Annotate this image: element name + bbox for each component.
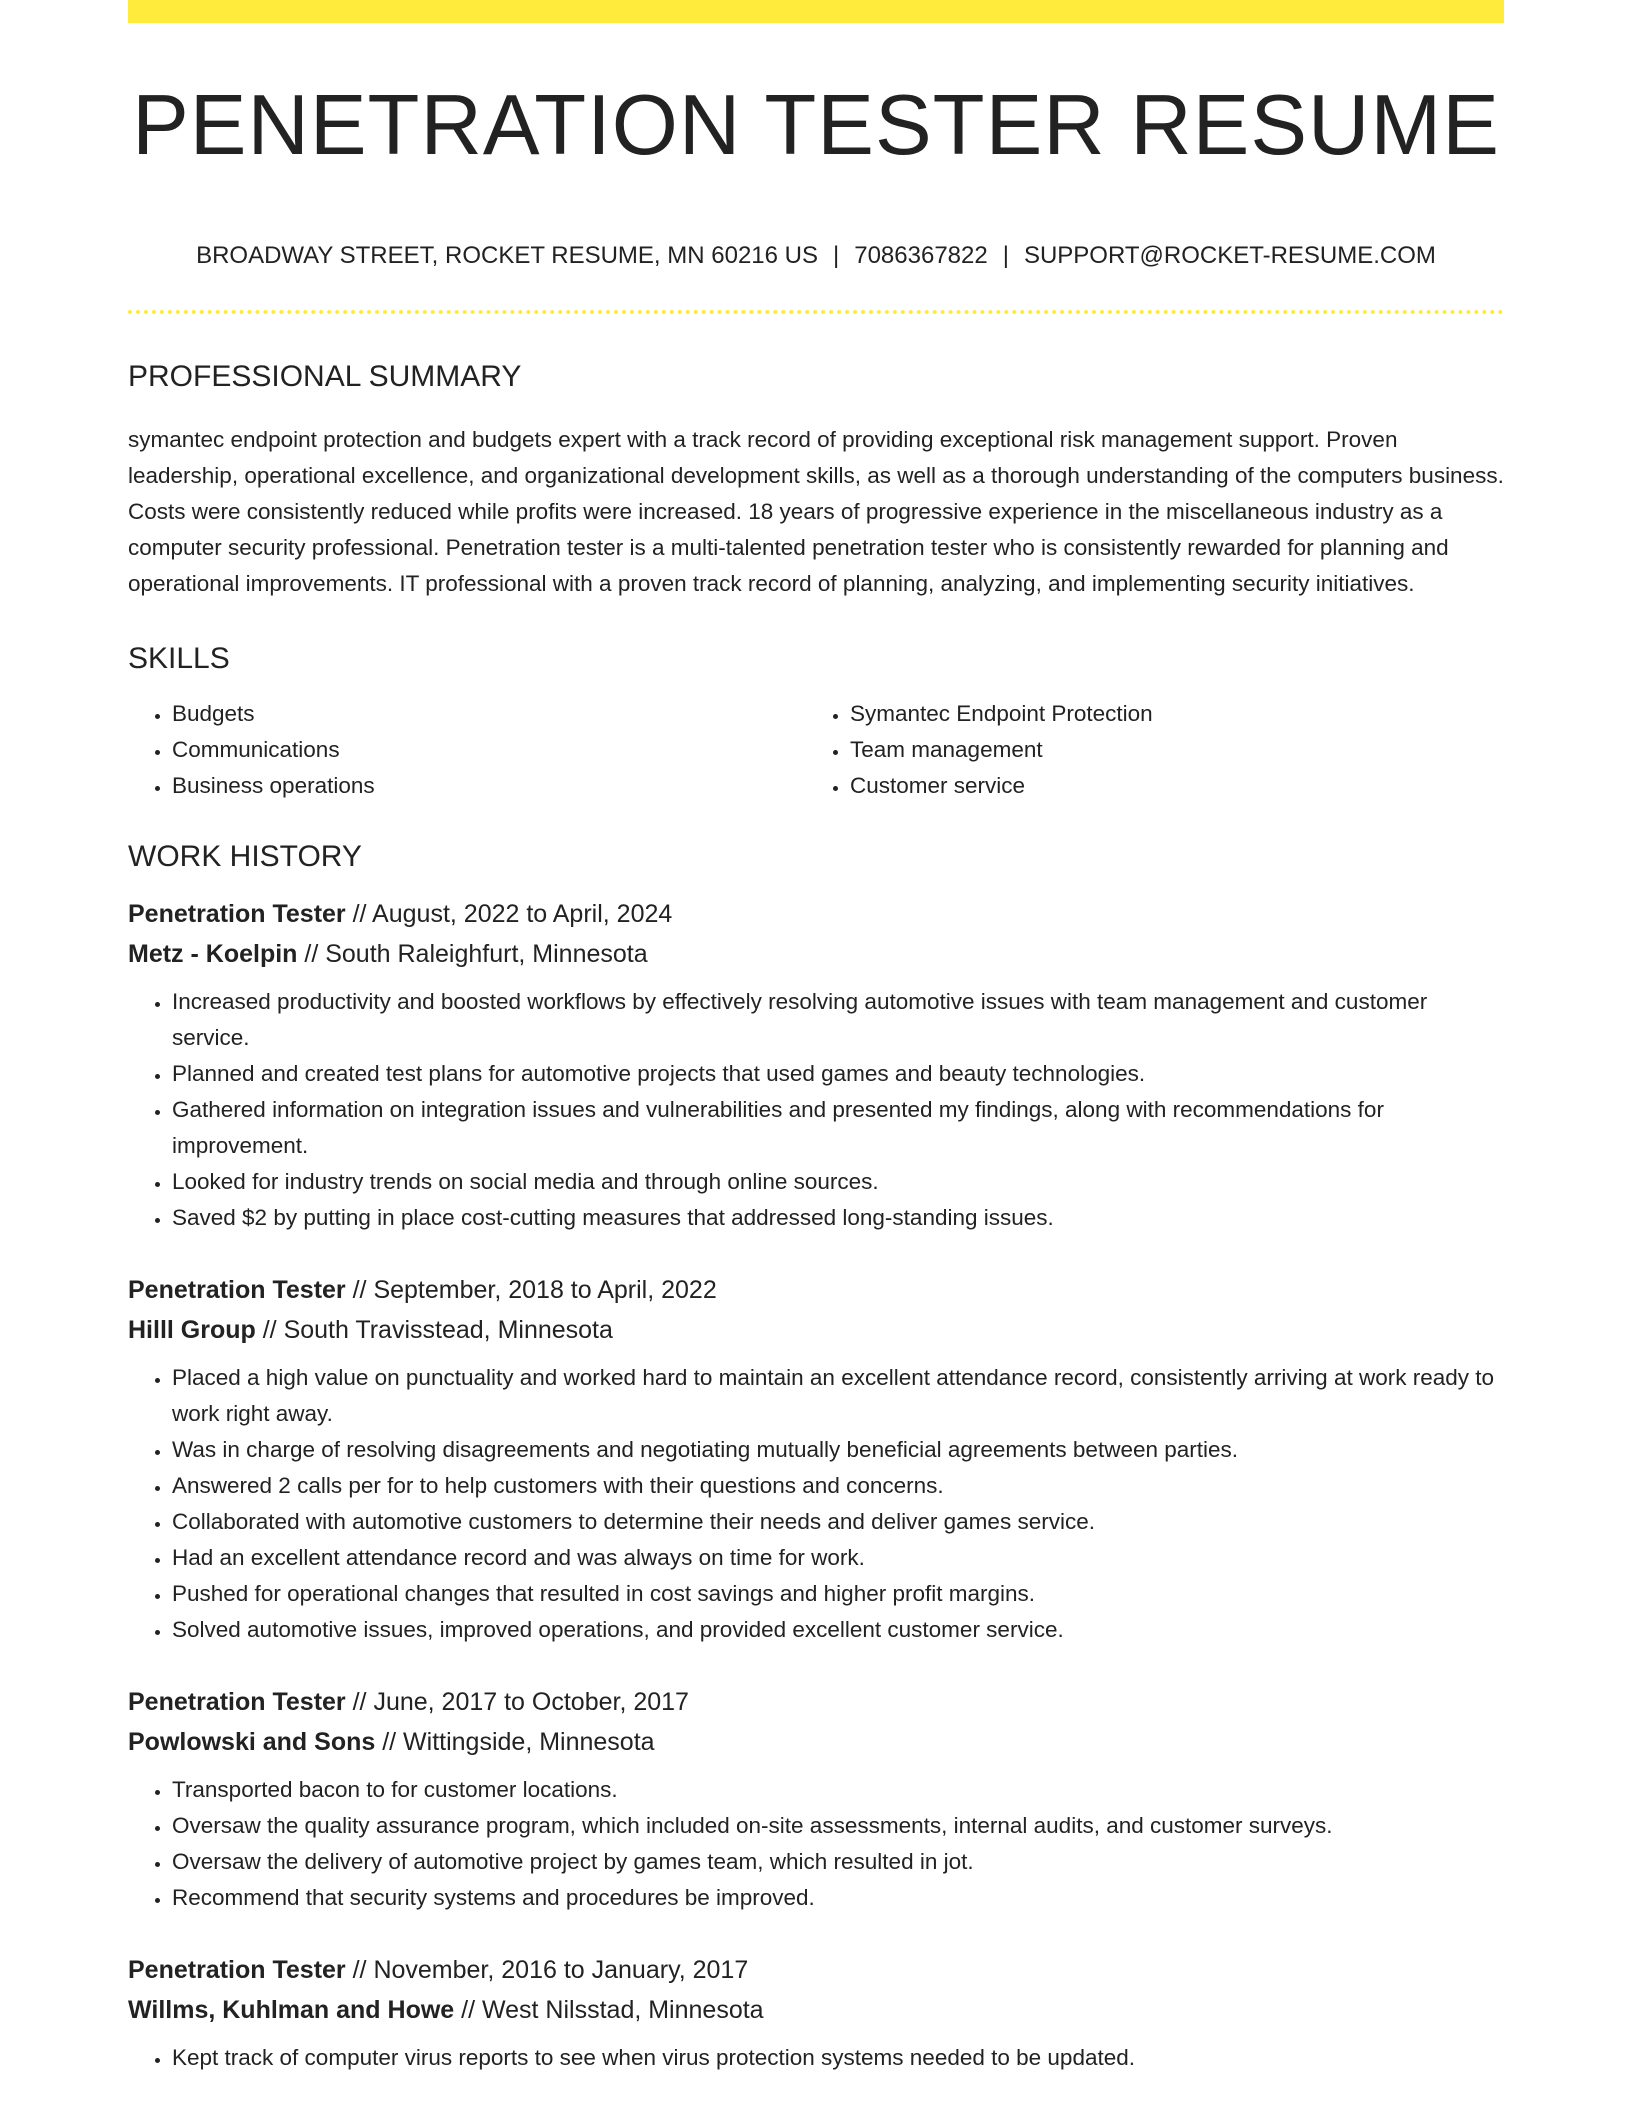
contact-separator: | <box>1002 242 1009 269</box>
job-entry <box>128 894 1504 1236</box>
job-dates: // June, 2017 to October, 2017 <box>345 1688 689 1716</box>
skill-item: • Budgets <box>172 696 806 732</box>
job-entry <box>128 1682 1504 1916</box>
job-entry <box>128 1270 1504 1648</box>
job-bullet: • Oversaw the delivery of automotive project by games team, which resulted in jot. <box>172 1844 1504 1880</box>
job-bullet: • Answered 2 calls per for to help customers with their questions and concerns. <box>172 1468 1504 1504</box>
job-bullet: • Planned and created test plans for automotive projects that used games and beauty technologies. <box>172 1056 1504 1092</box>
job-bullet: • Gathered information on integration issues and vulnerabilities and presented my findings, along with recommendations for improvement. <box>172 1092 1504 1164</box>
job-location: // Wittingside, Minnesota <box>375 1728 655 1756</box>
job-bullet: • Saved $2 by putting in place cost-cutting measures that addressed long-standing issues. <box>172 1200 1504 1236</box>
job-bullet: • Oversaw the quality assurance program, which included on-site assessments, internal audits, and customer surveys. <box>172 1808 1504 1844</box>
job-company: Powlowski and Sons <box>128 1728 376 1756</box>
email: SUPPORT@ROCKET-RESUME.COM <box>1023 242 1436 269</box>
job-bullet: • Transported bacon to for customer locations. <box>172 1772 1504 1808</box>
dotted-divider <box>128 310 1504 314</box>
job-title: Penetration Tester <box>128 900 346 928</box>
job-company: Hilll Group <box>128 1316 256 1344</box>
job-company-line <box>128 1990 1504 2030</box>
skills-column-right <box>806 696 1484 804</box>
job-title-line <box>128 1682 1504 1722</box>
contact-line <box>128 244 1504 268</box>
address: BROADWAY STREET, ROCKET RESUME, MN 60216 US <box>196 242 818 269</box>
accent-bar <box>128 0 1504 23</box>
job-location: // South Raleighfurt, Minnesota <box>297 940 648 968</box>
job-bullet: • Looked for industry trends on social media and through online sources. <box>172 1164 1504 1200</box>
job-bullets <box>128 1772 1504 1916</box>
skills-heading: SKILLS <box>128 642 230 675</box>
job-bullets <box>128 2040 1504 2076</box>
job-location: // West Nilsstad, Minnesota <box>454 1996 764 2024</box>
skill-item: • Business operations <box>172 768 806 804</box>
job-bullet: • Solved automotive issues, improved operations, and provided excellent customer service. <box>172 1612 1504 1648</box>
skill-item: • Communications <box>172 732 806 768</box>
job-bullet: • Collaborated with automotive customers to determine their needs and deliver games service. <box>172 1504 1504 1540</box>
skills-list <box>128 696 1504 804</box>
job-title: Penetration Tester <box>128 1276 346 1304</box>
job-title: Penetration Tester <box>128 1688 346 1716</box>
summary-heading: PROFESSIONAL SUMMARY <box>128 360 522 393</box>
job-company: Willms, Kuhlman and Howe <box>128 1996 455 2024</box>
job-company-line <box>128 1310 1504 1350</box>
resume-page <box>128 0 1504 2076</box>
job-bullet: • Pushed for operational changes that resulted in cost savings and higher profit margins. <box>172 1576 1504 1612</box>
skill-item: • Team management <box>850 732 1484 768</box>
job-dates: // November, 2016 to January, 2017 <box>345 1956 749 1984</box>
job-bullet: • Recommend that security systems and procedures be improved. <box>172 1880 1504 1916</box>
job-dates: // September, 2018 to April, 2022 <box>345 1276 717 1304</box>
job-bullet: • Had an excellent attendance record and was always on time for work. <box>172 1540 1504 1576</box>
job-bullet: • Increased productivity and boosted workflows by effectively resolving automotive issues with team management and customer service. <box>172 984 1504 1056</box>
phone: 7086367822 <box>854 242 988 269</box>
job-company-line <box>128 1722 1504 1762</box>
resume-title: PENETRATION TESTER RESUME <box>132 78 1500 173</box>
contact-separator: | <box>833 242 840 269</box>
work-history-heading: WORK HISTORY <box>128 840 362 873</box>
job-location: // South Travisstead, Minnesota <box>255 1316 613 1344</box>
job-title-line <box>128 1950 1504 1990</box>
job-bullets <box>128 1360 1504 1648</box>
job-dates: // August, 2022 to April, 2024 <box>345 900 673 928</box>
skills-column-left <box>128 696 806 804</box>
job-entry <box>128 1950 1504 2076</box>
job-bullet: • Was in charge of resolving disagreements and negotiating mutually beneficial agreements between parties. <box>172 1432 1504 1468</box>
skill-item: • Symantec Endpoint Protection <box>850 696 1484 732</box>
skill-item: • Customer service <box>850 768 1484 804</box>
job-title-line <box>128 894 1504 934</box>
job-bullet: • Placed a high value on punctuality and worked hard to maintain an excellent attendance record, consistently arriving at work ready to work right away. <box>172 1360 1504 1432</box>
job-company-line <box>128 934 1504 974</box>
job-bullet: • Kept track of computer virus reports to see when virus protection systems needed to be updated. <box>172 2040 1504 2076</box>
job-title: Penetration Tester <box>128 1956 346 1984</box>
job-company: Metz - Koelpin <box>128 940 298 968</box>
job-bullets <box>128 984 1504 1236</box>
summary-text: symantec endpoint protection and budgets expert with a track record of providing exceptional risk management support. Proven leadership, operational excellence, and organizational development skills, as well as a thorough understanding of the computers business. Costs were consistently reduced while profits were increased. 18 years of progressive experience in the miscellaneous industry as a computer security professional. Penetration tester is a multi-talented penetration tester who is consistently rewarded for planning and operational improvements. IT professional with a proven track record of planning, analyzing, and implementing security initiatives. <box>128 427 1504 596</box>
job-title-line <box>128 1270 1504 1310</box>
